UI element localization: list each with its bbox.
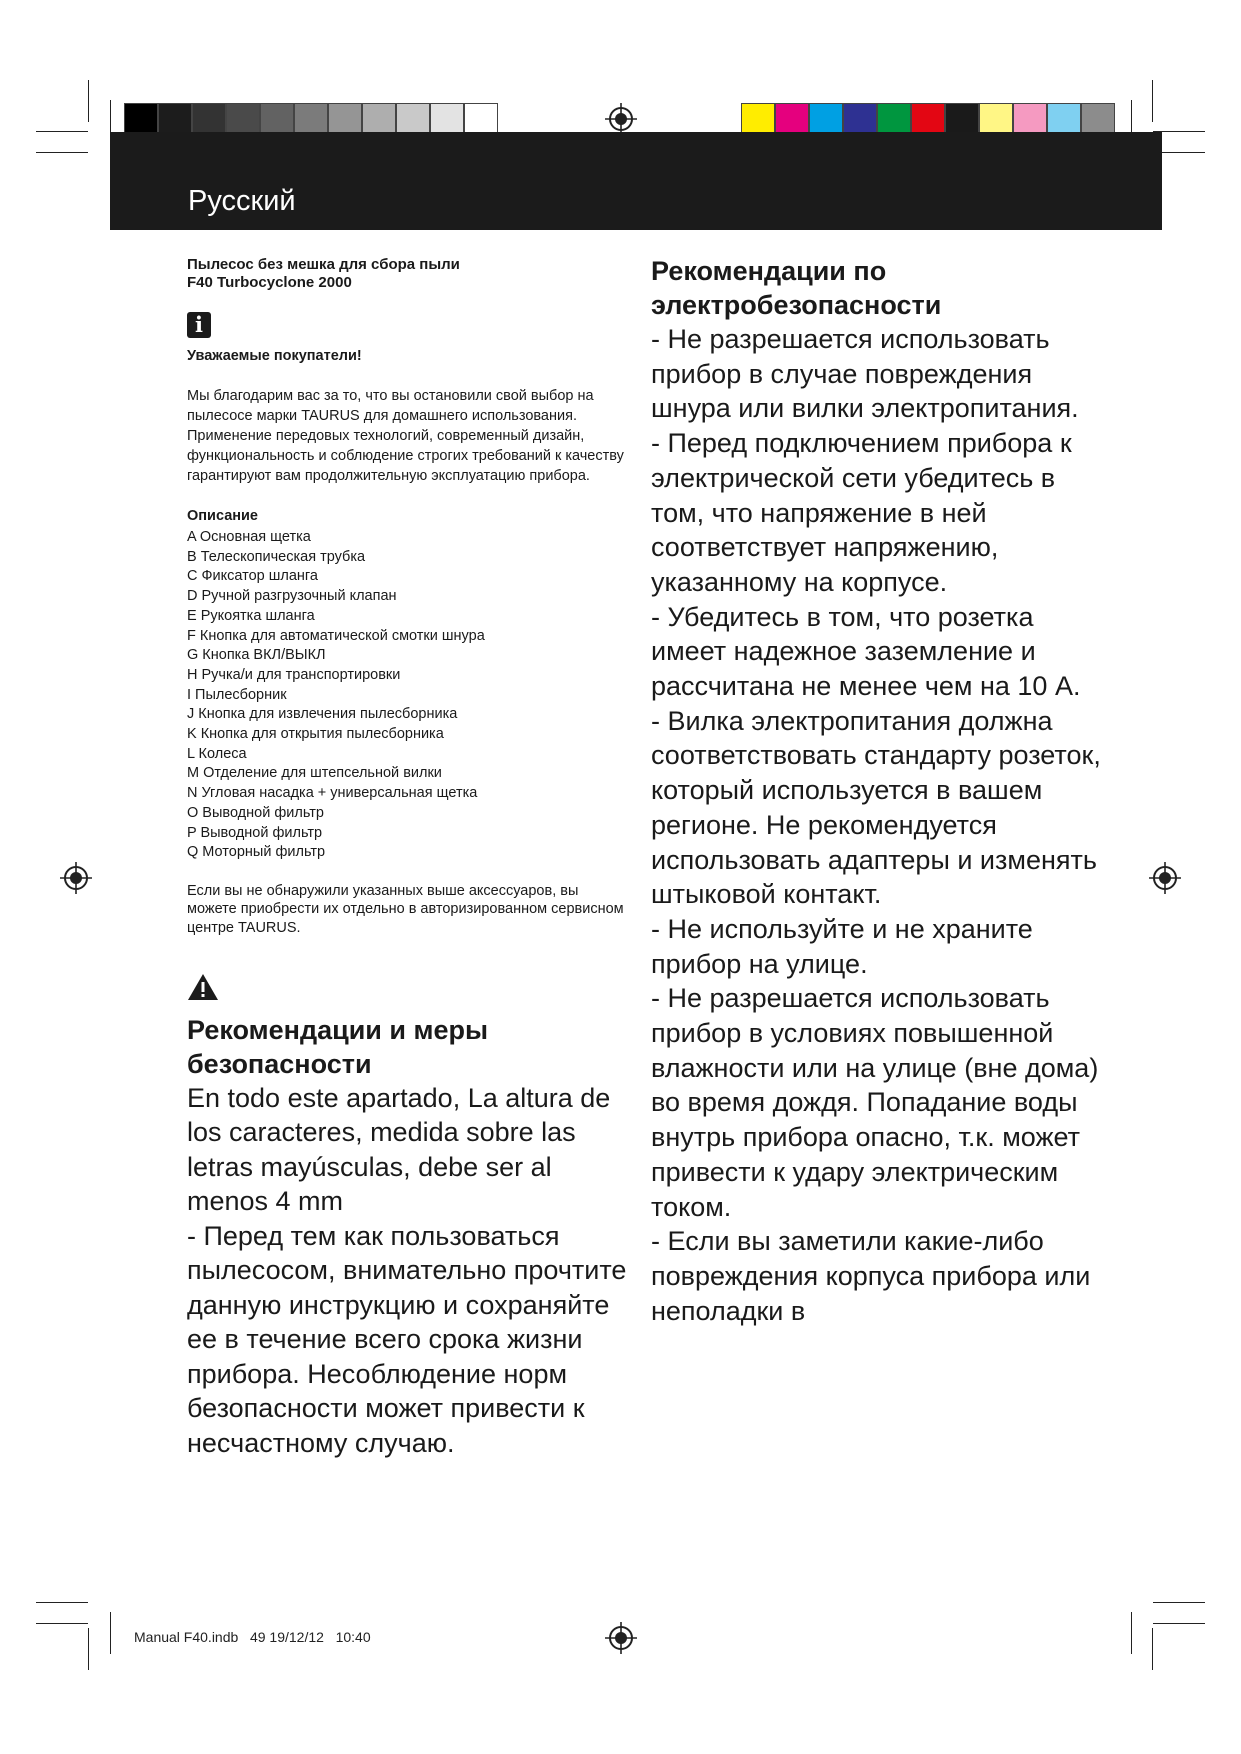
crop-mark xyxy=(110,1612,111,1654)
safety-heading: Рекомендации и меры безопасности xyxy=(187,1014,489,1079)
crop-mark xyxy=(36,152,88,153)
warning-icon xyxy=(187,972,219,1002)
print-slug: Manual F40.indb 49 19/12/12 10:40 xyxy=(134,1629,371,1645)
safety-paragraph: - Перед тем как пользоваться пылесосом, внимательно прочтите данную инструкцию и сохраняйте ее в течение всего срока жизни прибора. Несоблюдение норм безопасности может привести к несчастному случаю. xyxy=(187,1220,627,1458)
spanish-note: En todo este apartado, La altura de los caracteres, medida sobre las letras mayúsculas, debe ser al menos 4 mm xyxy=(187,1082,611,1217)
list-item: H Ручка/и для транспортировки xyxy=(187,666,401,683)
crop-mark xyxy=(1131,1612,1132,1654)
description-heading: Описание xyxy=(187,508,258,524)
info-icon: i xyxy=(187,312,211,338)
list-item: - Не разрешается использовать прибор в случае повреждения шнура или вилки электропитания. xyxy=(651,324,1079,424)
list-item: Q Моторный фильтр xyxy=(187,844,326,861)
greeting-heading: Уважаемые покупатели! xyxy=(187,348,362,364)
product-title: Пылесос без мешка для сбора пыли xyxy=(187,256,460,273)
crop-mark xyxy=(1152,80,1153,122)
crop-mark xyxy=(88,80,89,122)
list-item: L Колеса xyxy=(187,745,247,762)
registration-mark-icon xyxy=(1149,862,1181,894)
technology-paragraph: Применение передовых технологий, современный дизайн, функциональность и соблюдение строгих требований к качеству гарантируют вам продолжительную эксплуатацию прибора. xyxy=(187,428,624,484)
list-item: P Выводной фильтр xyxy=(187,824,323,841)
registration-mark-icon xyxy=(605,103,637,135)
left-column xyxy=(187,256,627,1460)
list-item: - Убедитесь в том, что розетка имеет надежное заземление и рассчитана не менее чем на 10 А. xyxy=(651,601,1081,702)
crop-mark xyxy=(88,1628,89,1670)
crop-mark xyxy=(1153,1602,1205,1603)
product-model: F40 Turbocyclone 2000 xyxy=(187,274,352,291)
list-item: E Рукоятка шланга xyxy=(187,607,315,624)
crop-mark xyxy=(36,1602,88,1603)
list-item: D Ручной разгрузочный клапан xyxy=(187,588,397,605)
language-header-bar xyxy=(110,132,1162,230)
list-item: - Не используйте и не храните прибор на улице. xyxy=(651,913,1033,979)
list-item: M Отделение для штепсельной вилки xyxy=(187,765,442,782)
list-item: I Пылесборник xyxy=(187,686,287,703)
registration-mark-icon xyxy=(60,862,92,894)
intro-paragraph: Мы благодарим вас за то, что вы остановили свой выбор на пылесосе марки TAURUS для домашнего использования. xyxy=(187,388,594,424)
list-item: G Кнопка ВКЛ/ВЫКЛ xyxy=(187,647,326,664)
list-item: - Не разрешается использовать прибор в условиях повышенной влажности или на улице (вне дома) во время дождя. Попадание воды внутрь прибора опасно, т.к. может привести к удару электрическим током. xyxy=(651,983,1099,1222)
language-label: Русский xyxy=(188,185,296,217)
crop-mark xyxy=(1153,1623,1205,1624)
list-item: A Основная щетка xyxy=(187,529,311,545)
list-item: N Угловая насадка + универсальная щетка xyxy=(187,785,478,802)
accessories-note: Если вы не обнаружили указанных выше аксессуаров, вы можете приобрести их отдельно в авторизированном сервисном центре TAURUS. xyxy=(187,882,624,936)
list-item: K Кнопка для открытия пылесборника xyxy=(187,726,444,743)
list-item: F Кнопка для автоматической смотки шнура xyxy=(187,627,485,644)
crop-mark xyxy=(1152,1628,1153,1670)
list-item: B Телескопическая трубка xyxy=(187,548,366,565)
list-item: - Перед подключением прибора к электрической сети убедитесь в том, что напряжение в ней соответствует напряжению, указанному на корпусе. xyxy=(651,428,1072,597)
crop-mark xyxy=(36,131,88,132)
crop-mark xyxy=(36,1623,88,1624)
list-item: O Выводной фильтр xyxy=(187,804,324,821)
list-item: - Вилка электропитания должна соответствовать стандарту розеток, который используется в вашем регионе. Не рекомендуется использовать адаптеры и изменять штыковой контакт. xyxy=(651,705,1101,910)
list-item: J Кнопка для извлечения пылесборника xyxy=(187,706,458,723)
list-item: - Если вы заметили какие-либо повреждения корпуса прибора или неполадки в xyxy=(651,1226,1091,1326)
parts-list xyxy=(187,528,627,863)
registration-mark-icon xyxy=(605,1622,637,1654)
list-item: C Фиксатор шланга xyxy=(187,568,318,585)
electrical-safety-heading: Рекомендации по электробезопасности xyxy=(651,256,942,320)
right-column xyxy=(651,254,1101,1328)
